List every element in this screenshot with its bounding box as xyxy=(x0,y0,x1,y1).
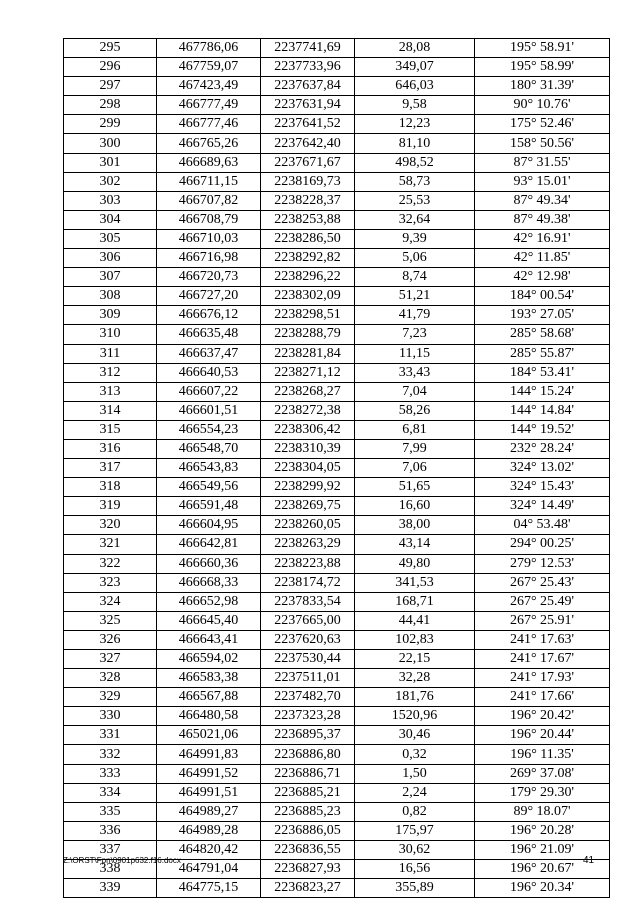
distance-cell: 25,53 xyxy=(355,191,475,210)
distance-cell: 498,52 xyxy=(355,153,475,172)
table-row xyxy=(64,306,610,325)
azimuth-cell: 195° 58.99' xyxy=(475,58,610,77)
azimuth-cell: 232° 28.24' xyxy=(475,439,610,458)
y-coordinate-cell: 2236895,37 xyxy=(261,726,355,745)
azimuth-cell: 241° 17.66' xyxy=(475,688,610,707)
azimuth-cell: 269° 37.08' xyxy=(475,764,610,783)
x-coordinate-cell: 466720,73 xyxy=(157,268,261,287)
table-row xyxy=(64,764,610,783)
x-coordinate-cell: 464991,52 xyxy=(157,764,261,783)
x-coordinate-cell: 466640,53 xyxy=(157,363,261,382)
distance-cell: 181,76 xyxy=(355,688,475,707)
distance-cell: 44,41 xyxy=(355,611,475,630)
distance-cell: 646,03 xyxy=(355,77,475,96)
table-row xyxy=(64,153,610,172)
azimuth-cell: 241° 17.67' xyxy=(475,650,610,669)
y-coordinate-cell: 2237631,94 xyxy=(261,96,355,115)
coordinates-table xyxy=(63,38,610,898)
x-coordinate-cell: 466652,98 xyxy=(157,592,261,611)
x-coordinate-cell: 464820,42 xyxy=(157,840,261,859)
point-number-cell: 322 xyxy=(64,554,157,573)
page-number: 41 xyxy=(583,855,595,866)
point-number-cell: 323 xyxy=(64,573,157,592)
x-coordinate-cell: 466594,02 xyxy=(157,650,261,669)
x-coordinate-cell: 466660,36 xyxy=(157,554,261,573)
azimuth-cell: 144° 15.24' xyxy=(475,382,610,401)
azimuth-cell: 294° 00.25' xyxy=(475,535,610,554)
x-coordinate-cell: 464775,15 xyxy=(157,879,261,898)
point-number-cell: 304 xyxy=(64,210,157,229)
point-number-cell: 338 xyxy=(64,860,157,879)
distance-cell: 43,14 xyxy=(355,535,475,554)
distance-cell: 349,07 xyxy=(355,58,475,77)
x-coordinate-cell: 466604,95 xyxy=(157,516,261,535)
y-coordinate-cell: 2238292,82 xyxy=(261,249,355,268)
distance-cell: 175,97 xyxy=(355,821,475,840)
table-row xyxy=(64,726,610,745)
y-coordinate-cell: 2237511,01 xyxy=(261,669,355,688)
azimuth-cell: 324° 14.49' xyxy=(475,497,610,516)
azimuth-cell: 184° 53.41' xyxy=(475,363,610,382)
azimuth-cell: 196° 20.28' xyxy=(475,821,610,840)
distance-cell: 16,60 xyxy=(355,497,475,516)
distance-cell: 38,00 xyxy=(355,516,475,535)
azimuth-cell: 144° 19.52' xyxy=(475,420,610,439)
point-number-cell: 311 xyxy=(64,344,157,363)
distance-cell: 7,99 xyxy=(355,439,475,458)
x-coordinate-cell: 466710,03 xyxy=(157,229,261,248)
distance-cell: 58,73 xyxy=(355,172,475,191)
azimuth-cell: 196° 20.42' xyxy=(475,707,610,726)
x-coordinate-cell: 466591,48 xyxy=(157,497,261,516)
table-row xyxy=(64,115,610,134)
point-number-cell: 299 xyxy=(64,115,157,134)
point-number-cell: 313 xyxy=(64,382,157,401)
x-coordinate-cell: 466583,38 xyxy=(157,669,261,688)
y-coordinate-cell: 2238304,05 xyxy=(261,459,355,478)
y-coordinate-cell: 2238253,88 xyxy=(261,210,355,229)
x-coordinate-cell: 466645,40 xyxy=(157,611,261,630)
distance-cell: 9,39 xyxy=(355,229,475,248)
azimuth-cell: 87° 49.38' xyxy=(475,210,610,229)
distance-cell: 8,74 xyxy=(355,268,475,287)
y-coordinate-cell: 2238286,50 xyxy=(261,229,355,248)
table-row xyxy=(64,401,610,420)
x-coordinate-cell: 466543,83 xyxy=(157,459,261,478)
point-number-cell: 309 xyxy=(64,306,157,325)
point-number-cell: 306 xyxy=(64,249,157,268)
x-coordinate-cell: 464991,51 xyxy=(157,783,261,802)
point-number-cell: 298 xyxy=(64,96,157,115)
point-number-cell: 301 xyxy=(64,153,157,172)
point-number-cell: 321 xyxy=(64,535,157,554)
azimuth-cell: 144° 14.84' xyxy=(475,401,610,420)
x-coordinate-cell: 466777,49 xyxy=(157,96,261,115)
table-row xyxy=(64,745,610,764)
point-number-cell: 319 xyxy=(64,497,157,516)
y-coordinate-cell: 2237530,44 xyxy=(261,650,355,669)
azimuth-cell: 279° 12.53' xyxy=(475,554,610,573)
azimuth-cell: 324° 15.43' xyxy=(475,478,610,497)
y-coordinate-cell: 2237482,70 xyxy=(261,688,355,707)
point-number-cell: 328 xyxy=(64,669,157,688)
x-coordinate-cell: 464991,83 xyxy=(157,745,261,764)
x-coordinate-cell: 465021,06 xyxy=(157,726,261,745)
table-row xyxy=(64,802,610,821)
y-coordinate-cell: 2236886,05 xyxy=(261,821,355,840)
table-row xyxy=(64,879,610,898)
azimuth-cell: 196° 21.09' xyxy=(475,840,610,859)
y-coordinate-cell: 2238302,09 xyxy=(261,287,355,306)
x-coordinate-cell: 466676,12 xyxy=(157,306,261,325)
table-row xyxy=(64,783,610,802)
azimuth-cell: 87° 31.55' xyxy=(475,153,610,172)
y-coordinate-cell: 2238169,73 xyxy=(261,172,355,191)
footer-file-path: Z:\ORST\Fpn\0901p632.f16.docx xyxy=(63,856,181,865)
x-coordinate-cell: 466601,51 xyxy=(157,401,261,420)
distance-cell: 355,89 xyxy=(355,879,475,898)
point-number-cell: 305 xyxy=(64,229,157,248)
x-coordinate-cell: 466637,47 xyxy=(157,344,261,363)
table-row xyxy=(64,249,610,268)
y-coordinate-cell: 2238288,79 xyxy=(261,325,355,344)
point-number-cell: 310 xyxy=(64,325,157,344)
point-number-cell: 317 xyxy=(64,459,157,478)
azimuth-cell: 241° 17.63' xyxy=(475,630,610,649)
azimuth-cell: 285° 55.87' xyxy=(475,344,610,363)
table-row xyxy=(64,497,610,516)
table-row xyxy=(64,821,610,840)
point-number-cell: 314 xyxy=(64,401,157,420)
distance-cell: 5,06 xyxy=(355,249,475,268)
table-row xyxy=(64,325,610,344)
x-coordinate-cell: 466635,48 xyxy=(157,325,261,344)
table-row xyxy=(64,363,610,382)
azimuth-cell: 267° 25.43' xyxy=(475,573,610,592)
table-row xyxy=(64,96,610,115)
azimuth-cell: 93° 15.01' xyxy=(475,172,610,191)
x-coordinate-cell: 464989,27 xyxy=(157,802,261,821)
y-coordinate-cell: 2238260,05 xyxy=(261,516,355,535)
x-coordinate-cell: 466727,20 xyxy=(157,287,261,306)
distance-cell: 30,62 xyxy=(355,840,475,859)
y-coordinate-cell: 2237733,96 xyxy=(261,58,355,77)
y-coordinate-cell: 2238269,75 xyxy=(261,497,355,516)
distance-cell: 49,80 xyxy=(355,554,475,573)
point-number-cell: 312 xyxy=(64,363,157,382)
y-coordinate-cell: 2238296,22 xyxy=(261,268,355,287)
y-coordinate-cell: 2238223,88 xyxy=(261,554,355,573)
distance-cell: 0,32 xyxy=(355,745,475,764)
x-coordinate-cell: 466716,98 xyxy=(157,249,261,268)
point-number-cell: 300 xyxy=(64,134,157,153)
table-row xyxy=(64,630,610,649)
table-row xyxy=(64,344,610,363)
y-coordinate-cell: 2237642,40 xyxy=(261,134,355,153)
azimuth-cell: 193° 27.05' xyxy=(475,306,610,325)
point-number-cell: 334 xyxy=(64,783,157,802)
y-coordinate-cell: 2236885,21 xyxy=(261,783,355,802)
table-row xyxy=(64,172,610,191)
azimuth-cell: 42° 16.91' xyxy=(475,229,610,248)
point-number-cell: 332 xyxy=(64,745,157,764)
table-row xyxy=(64,611,610,630)
y-coordinate-cell: 2237641,52 xyxy=(261,115,355,134)
y-coordinate-cell: 2237620,63 xyxy=(261,630,355,649)
azimuth-cell: 241° 17.93' xyxy=(475,669,610,688)
point-number-cell: 333 xyxy=(64,764,157,783)
y-coordinate-cell: 2238272,38 xyxy=(261,401,355,420)
point-number-cell: 302 xyxy=(64,172,157,191)
y-coordinate-cell: 2236885,23 xyxy=(261,802,355,821)
distance-cell: 33,43 xyxy=(355,363,475,382)
point-number-cell: 327 xyxy=(64,650,157,669)
table-row xyxy=(64,58,610,77)
table-row xyxy=(64,650,610,669)
x-coordinate-cell: 466643,41 xyxy=(157,630,261,649)
x-coordinate-cell: 464989,28 xyxy=(157,821,261,840)
distance-cell: 7,23 xyxy=(355,325,475,344)
distance-cell: 51,21 xyxy=(355,287,475,306)
x-coordinate-cell: 466549,56 xyxy=(157,478,261,497)
distance-cell: 7,04 xyxy=(355,382,475,401)
distance-cell: 32,64 xyxy=(355,210,475,229)
distance-cell: 81,10 xyxy=(355,134,475,153)
point-number-cell: 326 xyxy=(64,630,157,649)
point-number-cell: 297 xyxy=(64,77,157,96)
x-coordinate-cell: 466711,15 xyxy=(157,172,261,191)
y-coordinate-cell: 2237741,69 xyxy=(261,39,355,58)
y-coordinate-cell: 2237671,67 xyxy=(261,153,355,172)
point-number-cell: 316 xyxy=(64,439,157,458)
x-coordinate-cell: 466765,26 xyxy=(157,134,261,153)
distance-cell: 28,08 xyxy=(355,39,475,58)
table-row xyxy=(64,287,610,306)
x-coordinate-cell: 467759,07 xyxy=(157,58,261,77)
azimuth-cell: 42° 11.85' xyxy=(475,249,610,268)
table-row xyxy=(64,707,610,726)
table-row xyxy=(64,268,610,287)
table-row xyxy=(64,210,610,229)
azimuth-cell: 196° 20.34' xyxy=(475,879,610,898)
azimuth-cell: 89° 18.07' xyxy=(475,802,610,821)
table-row xyxy=(64,191,610,210)
y-coordinate-cell: 2238306,42 xyxy=(261,420,355,439)
azimuth-cell: 285° 58.68' xyxy=(475,325,610,344)
y-coordinate-cell: 2238299,92 xyxy=(261,478,355,497)
distance-cell: 2,24 xyxy=(355,783,475,802)
coordinates-table-body xyxy=(64,39,610,898)
point-number-cell: 331 xyxy=(64,726,157,745)
x-coordinate-cell: 466548,70 xyxy=(157,439,261,458)
point-number-cell: 325 xyxy=(64,611,157,630)
distance-cell: 9,58 xyxy=(355,96,475,115)
point-number-cell: 303 xyxy=(64,191,157,210)
x-coordinate-cell: 466707,82 xyxy=(157,191,261,210)
y-coordinate-cell: 2237637,84 xyxy=(261,77,355,96)
point-number-cell: 295 xyxy=(64,39,157,58)
azimuth-cell: 90° 10.76' xyxy=(475,96,610,115)
azimuth-cell: 196° 11.35' xyxy=(475,745,610,764)
y-coordinate-cell: 2238281,84 xyxy=(261,344,355,363)
x-coordinate-cell: 466607,22 xyxy=(157,382,261,401)
distance-cell: 32,28 xyxy=(355,669,475,688)
table-row xyxy=(64,459,610,478)
point-number-cell: 324 xyxy=(64,592,157,611)
azimuth-cell: 324° 13.02' xyxy=(475,459,610,478)
x-coordinate-cell: 466480,58 xyxy=(157,707,261,726)
azimuth-cell: 267° 25.91' xyxy=(475,611,610,630)
point-number-cell: 330 xyxy=(64,707,157,726)
table-row xyxy=(64,516,610,535)
distance-cell: 58,26 xyxy=(355,401,475,420)
azimuth-cell: 42° 12.98' xyxy=(475,268,610,287)
table-row xyxy=(64,592,610,611)
table-row xyxy=(64,39,610,58)
x-coordinate-cell: 467423,49 xyxy=(157,77,261,96)
distance-cell: 0,82 xyxy=(355,802,475,821)
x-coordinate-cell: 466567,88 xyxy=(157,688,261,707)
distance-cell: 11,15 xyxy=(355,344,475,363)
table-row xyxy=(64,382,610,401)
azimuth-cell: 196° 20.44' xyxy=(475,726,610,745)
point-number-cell: 308 xyxy=(64,287,157,306)
azimuth-cell: 184° 00.54' xyxy=(475,287,610,306)
distance-cell: 41,79 xyxy=(355,306,475,325)
azimuth-cell: 195° 58.91' xyxy=(475,39,610,58)
distance-cell: 6,81 xyxy=(355,420,475,439)
point-number-cell: 329 xyxy=(64,688,157,707)
y-coordinate-cell: 2238174,72 xyxy=(261,573,355,592)
x-coordinate-cell: 467786,06 xyxy=(157,39,261,58)
table-row xyxy=(64,573,610,592)
point-number-cell: 307 xyxy=(64,268,157,287)
y-coordinate-cell: 2237665,00 xyxy=(261,611,355,630)
distance-cell: 1520,96 xyxy=(355,707,475,726)
table-row xyxy=(64,420,610,439)
azimuth-cell: 175° 52.46' xyxy=(475,115,610,134)
azimuth-cell: 196° 20.67' xyxy=(475,860,610,879)
azimuth-cell: 04° 53.48' xyxy=(475,516,610,535)
table-row xyxy=(64,439,610,458)
distance-cell: 22,15 xyxy=(355,650,475,669)
distance-cell: 168,71 xyxy=(355,592,475,611)
y-coordinate-cell: 2238298,51 xyxy=(261,306,355,325)
point-number-cell: 315 xyxy=(64,420,157,439)
table-row xyxy=(64,688,610,707)
distance-cell: 16,56 xyxy=(355,860,475,879)
azimuth-cell: 158° 50.56' xyxy=(475,134,610,153)
y-coordinate-cell: 2238228,37 xyxy=(261,191,355,210)
table-row xyxy=(64,669,610,688)
distance-cell: 12,23 xyxy=(355,115,475,134)
x-coordinate-cell: 464791,04 xyxy=(157,860,261,879)
point-number-cell: 335 xyxy=(64,802,157,821)
y-coordinate-cell: 2237833,54 xyxy=(261,592,355,611)
y-coordinate-cell: 2237323,28 xyxy=(261,707,355,726)
y-coordinate-cell: 2236827,93 xyxy=(261,860,355,879)
point-number-cell: 336 xyxy=(64,821,157,840)
distance-cell: 102,83 xyxy=(355,630,475,649)
point-number-cell: 337 xyxy=(64,840,157,859)
table-row xyxy=(64,535,610,554)
azimuth-cell: 87° 49.34' xyxy=(475,191,610,210)
x-coordinate-cell: 466668,33 xyxy=(157,573,261,592)
table-row xyxy=(64,229,610,248)
point-number-cell: 296 xyxy=(64,58,157,77)
azimuth-cell: 179° 29.30' xyxy=(475,783,610,802)
distance-cell: 30,46 xyxy=(355,726,475,745)
x-coordinate-cell: 466689,63 xyxy=(157,153,261,172)
distance-cell: 51,65 xyxy=(355,478,475,497)
table-row xyxy=(64,77,610,96)
y-coordinate-cell: 2238268,27 xyxy=(261,382,355,401)
y-coordinate-cell: 2238310,39 xyxy=(261,439,355,458)
y-coordinate-cell: 2238271,12 xyxy=(261,363,355,382)
x-coordinate-cell: 466554,23 xyxy=(157,420,261,439)
table-row xyxy=(64,134,610,153)
table-row xyxy=(64,478,610,497)
y-coordinate-cell: 2236886,80 xyxy=(261,745,355,764)
x-coordinate-cell: 466777,46 xyxy=(157,115,261,134)
point-number-cell: 320 xyxy=(64,516,157,535)
distance-cell: 341,53 xyxy=(355,573,475,592)
distance-cell: 1,50 xyxy=(355,764,475,783)
point-number-cell: 318 xyxy=(64,478,157,497)
x-coordinate-cell: 466642,81 xyxy=(157,535,261,554)
y-coordinate-cell: 2236823,27 xyxy=(261,879,355,898)
table-row xyxy=(64,554,610,573)
azimuth-cell: 267° 25.49' xyxy=(475,592,610,611)
y-coordinate-cell: 2236836,55 xyxy=(261,840,355,859)
point-number-cell: 339 xyxy=(64,879,157,898)
x-coordinate-cell: 466708,79 xyxy=(157,210,261,229)
azimuth-cell: 180° 31.39' xyxy=(475,77,610,96)
y-coordinate-cell: 2238263,29 xyxy=(261,535,355,554)
distance-cell: 7,06 xyxy=(355,459,475,478)
y-coordinate-cell: 2236886,71 xyxy=(261,764,355,783)
